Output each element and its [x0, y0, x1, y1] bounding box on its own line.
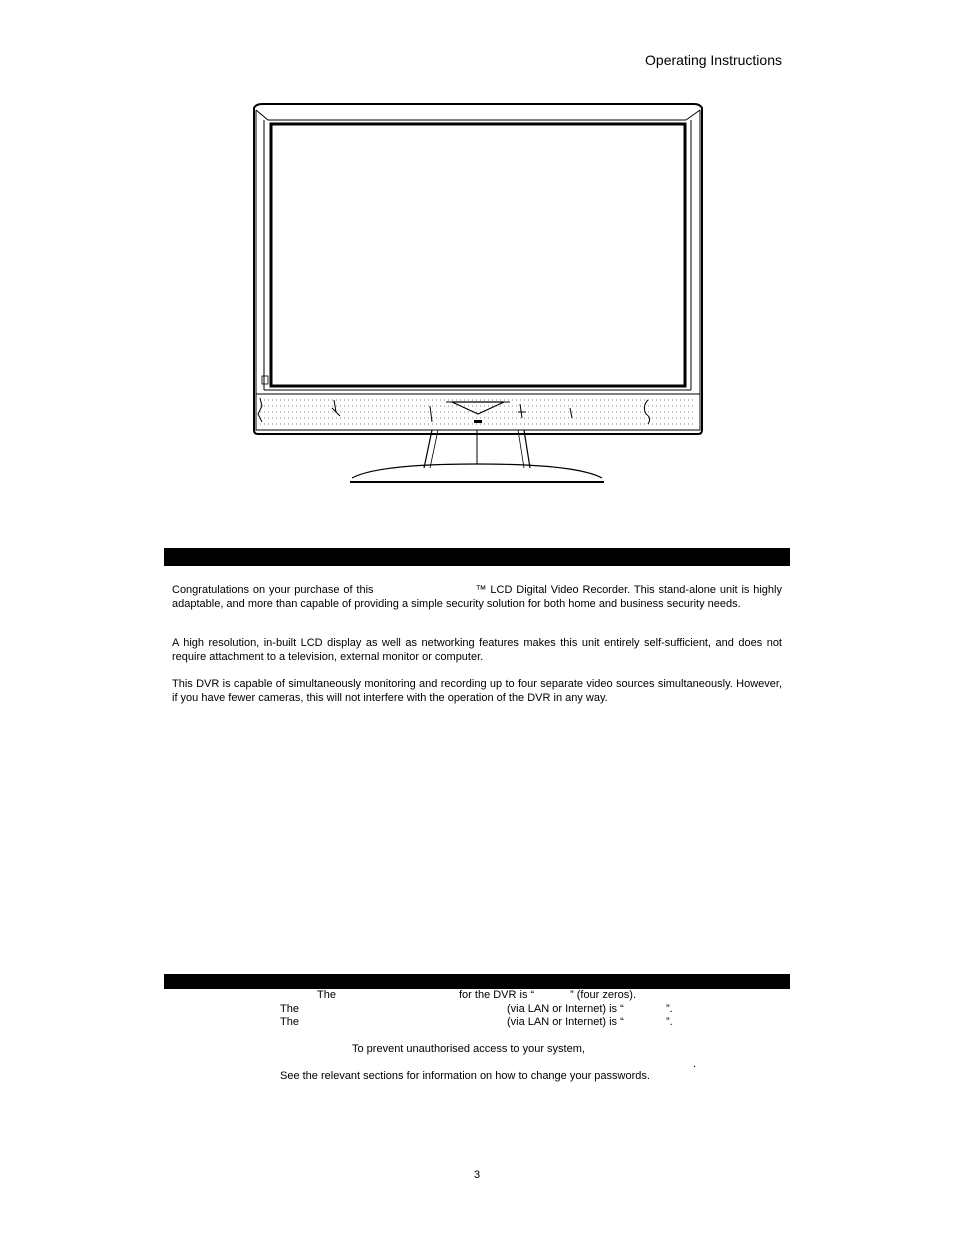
password-line-3-mid: (via LAN or Internet) is “ [507, 1016, 624, 1028]
intro-paragraph-2: A high resolution, in-built LCD display as well as networking features makes this unit entirely self-sufficient, and does not require attachment to a television, external monitor or computer. [172, 637, 782, 663]
running-header: Operating Instructions [645, 52, 782, 68]
section-heading-bar [164, 974, 790, 989]
monitor-bezel-bevel [256, 110, 700, 120]
password-line-2-the: The [280, 1003, 299, 1015]
monitor-base [352, 464, 602, 478]
intro-p1-rest: ™ LCD Digital Video Recorder. This stand-alone unit is highly adaptable, and more than capable of providing a simple security solution for both home and business security needs. [172, 584, 782, 610]
monitor-screen [271, 124, 685, 386]
password-line-1-mid: for the DVR is “ [459, 989, 535, 1001]
password-warning-period: . [693, 1058, 697, 1070]
password-line-3-end: ”. [666, 1016, 673, 1028]
section-heading-bar [164, 548, 790, 566]
page-number: 3 [473, 1169, 481, 1181]
password-line-2-end: ”. [666, 1003, 673, 1015]
speaker-strip [256, 394, 700, 430]
password-change-note: See the relevant sections for information on how to change your passwords. [280, 1070, 650, 1082]
password-line-2-mid: (via LAN or Internet) is “ [507, 1003, 624, 1015]
intro-paragraph-1 [172, 583, 782, 611]
password-line-3-the: The [280, 1016, 299, 1028]
lcd-monitor-illustration [248, 100, 708, 490]
intro-paragraph-3: This DVR is capable of simultaneously monitoring and recording up to four separate video sources simultaneously. However, if you have fewer cameras, this will not interfere with the operation of the DVR in any way. [172, 678, 782, 704]
password-line-1-the: The [317, 989, 336, 1001]
intro-p1-start: Congratulations on your purchase of this [172, 584, 374, 596]
password-warning: To prevent unauthorised access to your system, [352, 1043, 585, 1055]
password-line-1-end: ” (four zeros). [570, 989, 637, 1001]
